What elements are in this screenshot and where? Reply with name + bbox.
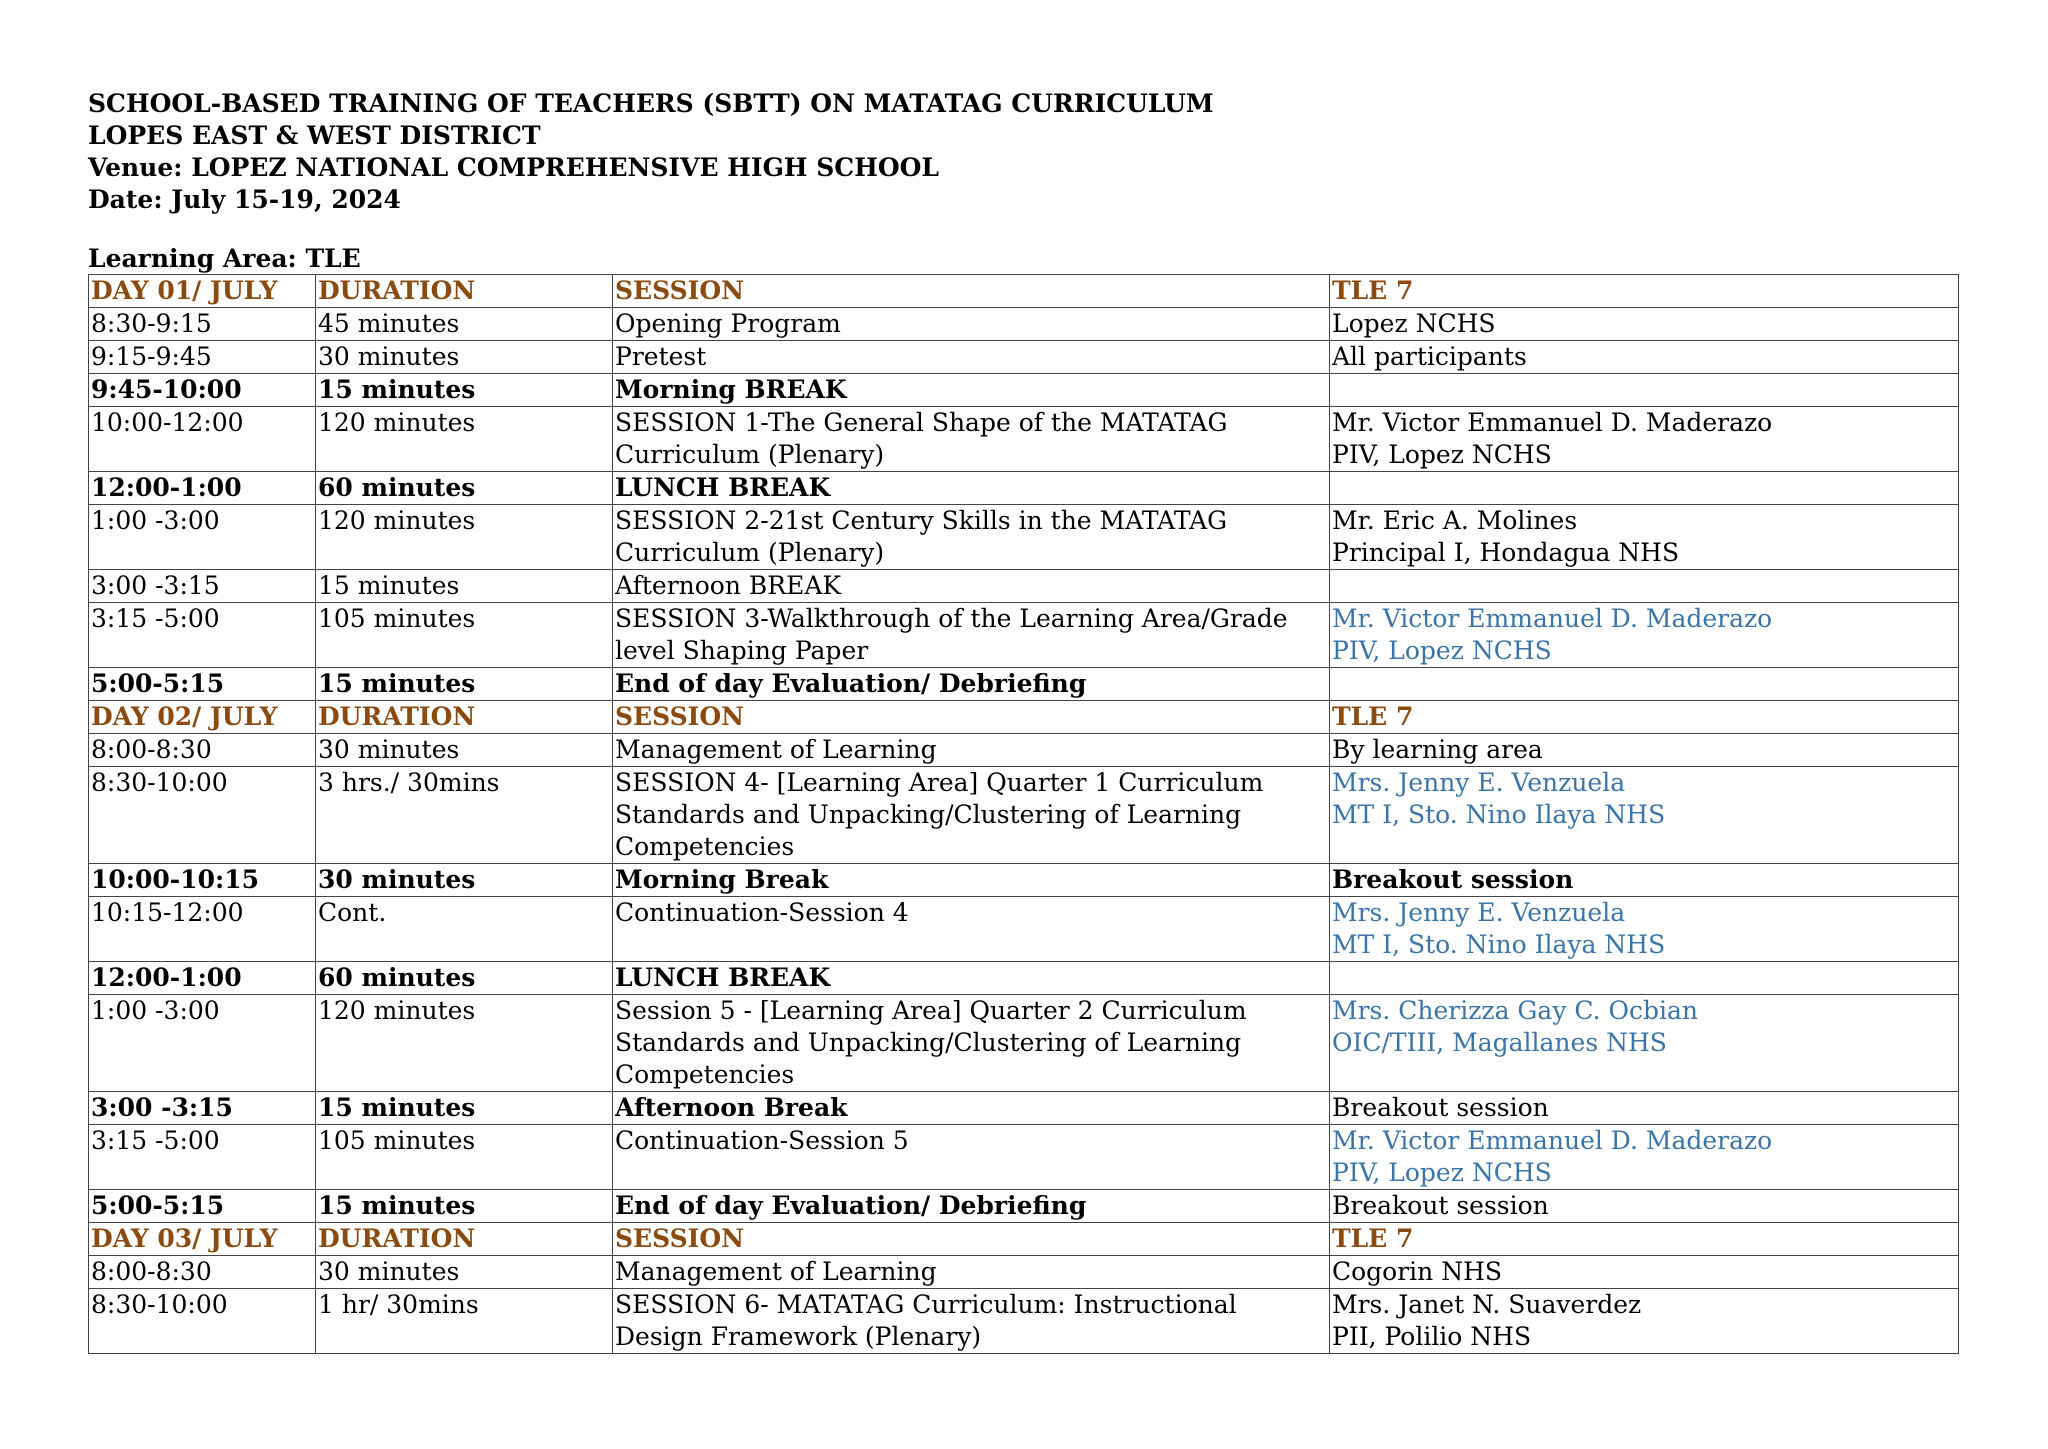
session-cell [613, 701, 1330, 734]
day-header-row [89, 701, 1959, 734]
facilitator-cell [1330, 1223, 1959, 1256]
table-row [89, 734, 1959, 767]
duration-cell [316, 407, 613, 472]
session-cell-text: SESSION 1-The General Shape of the MATATAG Curriculum (Plenary) [615, 408, 1228, 469]
time-cell [89, 995, 316, 1092]
duration-cell [316, 1223, 613, 1256]
time-cell [89, 275, 316, 308]
session-cell-text: Management of Learning [615, 1257, 937, 1286]
facilitator-cell [1330, 407, 1959, 472]
facilitator-cell [1330, 374, 1959, 407]
session-cell [613, 1223, 1330, 1256]
session-cell-text: Afternoon BREAK [615, 571, 842, 600]
time-cell [89, 1223, 316, 1256]
document-page [88, 88, 1958, 1354]
facilitator-cell-text: Mr. Victor Emmanuel D. Maderazo PIV, Lopez NCHS [1332, 408, 1773, 469]
time-cell-text: 5:00-5:15 [91, 1191, 225, 1220]
time-cell-text: 9:45-10:00 [91, 375, 242, 404]
facilitator-cell [1330, 275, 1959, 308]
session-cell-text: Session 5 - [Learning Area] Quarter 2 Curriculum Standards and Unpacking/Clustering of Learning Competencies [615, 996, 1247, 1089]
facilitator-cell-text: TLE 7 [1332, 1224, 1414, 1253]
session-cell-text: SESSION [615, 702, 744, 731]
venue-line: Venue: LOPEZ NATIONAL COMPREHENSIVE HIGH SCHOOL [88, 153, 939, 182]
duration-cell [316, 734, 613, 767]
time-cell [89, 1289, 316, 1354]
facilitator-cell [1330, 1092, 1959, 1125]
time-cell [89, 374, 316, 407]
time-cell-text: 10:00-12:00 [91, 408, 244, 437]
duration-cell [316, 767, 613, 864]
duration-cell-text: 15 minutes [318, 1093, 476, 1122]
time-cell-text: 1:00 -3:00 [91, 506, 220, 535]
table-row [89, 505, 1959, 570]
session-cell [613, 341, 1330, 374]
time-cell-text: DAY 01/ JULY [91, 276, 278, 305]
facilitator-cell [1330, 864, 1959, 897]
time-cell-text: 8:30-10:00 [91, 768, 228, 797]
session-cell [613, 1125, 1330, 1190]
time-cell [89, 767, 316, 864]
session-cell [613, 308, 1330, 341]
duration-cell [316, 341, 613, 374]
session-cell-text: SESSION 3-Walkthrough of the Learning Area/Grade level Shaping Paper [615, 604, 1288, 665]
session-cell-text: End of day Evaluation/ Debriefing [615, 669, 1087, 698]
duration-cell [316, 275, 613, 308]
table-row [89, 374, 1959, 407]
duration-cell [316, 1256, 613, 1289]
duration-cell-text: 30 minutes [318, 865, 476, 894]
session-cell-text: Management of Learning [615, 735, 937, 764]
day-header-row [89, 1223, 1959, 1256]
session-cell [613, 962, 1330, 995]
time-cell [89, 864, 316, 897]
duration-cell [316, 1289, 613, 1354]
facilitator-cell [1330, 472, 1959, 505]
time-cell [89, 1190, 316, 1223]
time-cell-text: 5:00-5:15 [91, 669, 225, 698]
time-cell [89, 603, 316, 668]
time-cell [89, 1092, 316, 1125]
session-cell [613, 995, 1330, 1092]
time-cell-text: 8:30-9:15 [91, 309, 212, 338]
session-cell [613, 734, 1330, 767]
time-cell-text: DAY 03/ JULY [91, 1224, 278, 1253]
duration-cell-text: 15 minutes [318, 375, 476, 404]
facilitator-cell-text: Mr. Eric A. Molines Principal I, Hondagua NHS [1332, 506, 1680, 567]
facilitator-cell [1330, 668, 1959, 701]
duration-cell [316, 995, 613, 1092]
session-cell [613, 570, 1330, 603]
session-cell [613, 407, 1330, 472]
schedule-table [88, 274, 1959, 1354]
session-cell-text: Pretest [615, 342, 707, 371]
duration-cell-text: 3 hrs./ 30mins [318, 768, 500, 797]
spacer [88, 216, 1958, 244]
time-cell [89, 407, 316, 472]
duration-cell-text: 120 minutes [318, 408, 476, 437]
session-cell-text: Morning BREAK [615, 375, 847, 404]
time-cell-text: DAY 02/ JULY [91, 702, 278, 731]
session-cell-text: SESSION 2-21st Century Skills in the MATATAG Curriculum (Plenary) [615, 506, 1228, 567]
session-cell [613, 1256, 1330, 1289]
session-cell [613, 897, 1330, 962]
facilitator-cell-text: All participants [1332, 342, 1527, 371]
table-row [89, 1125, 1959, 1190]
duration-cell [316, 962, 613, 995]
table-row [89, 341, 1959, 374]
session-cell [613, 1092, 1330, 1125]
table-row [89, 995, 1959, 1092]
day-header-row [89, 275, 1959, 308]
date-line: Date: July 15-19, 2024 [88, 185, 401, 214]
time-cell-text: 3:15 -5:00 [91, 604, 220, 633]
session-cell-text: Afternoon Break [615, 1093, 848, 1122]
table-row [89, 407, 1959, 472]
duration-cell-text: 105 minutes [318, 604, 476, 633]
time-cell [89, 701, 316, 734]
facilitator-cell-text: Breakout session [1332, 1191, 1549, 1220]
duration-cell-text: 30 minutes [318, 342, 460, 371]
learning-area-label: Learning Area: TLE [88, 244, 361, 273]
time-cell-text: 10:00-10:15 [91, 865, 259, 894]
duration-cell-text: DURATION [318, 1224, 476, 1253]
facilitator-cell [1330, 767, 1959, 864]
session-cell-text: SESSION 4- [Learning Area] Quarter 1 Curriculum Standards and Unpacking/Clustering of Learning Competencies [615, 768, 1264, 861]
table-row [89, 1190, 1959, 1223]
duration-cell-text: 60 minutes [318, 963, 476, 992]
time-cell [89, 505, 316, 570]
facilitator-cell [1330, 701, 1959, 734]
table-row [89, 962, 1959, 995]
session-cell-text: SESSION [615, 1224, 744, 1253]
session-cell [613, 472, 1330, 505]
duration-cell [316, 374, 613, 407]
table-row [89, 897, 1959, 962]
table-row [89, 1256, 1959, 1289]
time-cell-text: 12:00-1:00 [91, 963, 242, 992]
facilitator-cell-text: Mrs. Janet N. Suaverdez PII, Polilio NHS [1332, 1290, 1642, 1351]
duration-cell [316, 1190, 613, 1223]
time-cell [89, 308, 316, 341]
time-cell [89, 897, 316, 962]
facilitator-cell-text: Mrs. Cherizza Gay C. Ocbian OIC/TIII, Magallanes NHS [1332, 996, 1699, 1057]
facilitator-cell [1330, 1190, 1959, 1223]
facilitator-cell [1330, 308, 1959, 341]
facilitator-cell-text: Cogorin NHS [1332, 1257, 1503, 1286]
time-cell-text: 8:00-8:30 [91, 735, 212, 764]
facilitator-cell [1330, 603, 1959, 668]
duration-cell [316, 897, 613, 962]
facilitator-cell-text: TLE 7 [1332, 702, 1414, 731]
facilitator-cell-text: Mr. Victor Emmanuel D. Maderazo PIV, Lopez NCHS [1332, 604, 1773, 665]
duration-cell-text: 30 minutes [318, 735, 460, 764]
facilitator-cell [1330, 341, 1959, 374]
facilitator-cell [1330, 1256, 1959, 1289]
duration-cell [316, 668, 613, 701]
time-cell-text: 8:00-8:30 [91, 1257, 212, 1286]
duration-cell-text: 120 minutes [318, 996, 476, 1025]
session-cell [613, 668, 1330, 701]
session-cell-text: SESSION 6- MATATAG Curriculum: Instructional Design Framework (Plenary) [615, 1290, 1237, 1351]
duration-cell-text: 15 minutes [318, 571, 460, 600]
table-row [89, 767, 1959, 864]
table-row [89, 603, 1959, 668]
time-cell-text: 3:00 -3:15 [91, 1093, 233, 1122]
session-cell [613, 505, 1330, 570]
session-cell-text: Continuation-Session 5 [615, 1126, 909, 1155]
duration-cell-text: 45 minutes [318, 309, 460, 338]
facilitator-cell-text: Mr. Victor Emmanuel D. Maderazo PIV, Lopez NCHS [1332, 1126, 1773, 1187]
facilitator-cell-text: Breakout session [1332, 865, 1574, 894]
duration-cell [316, 864, 613, 897]
facilitator-cell-text: Lopez NCHS [1332, 309, 1496, 338]
doc-title: SCHOOL-BASED TRAINING OF TEACHERS (SBTT) ON MATATAG CURRICULUM [88, 89, 1214, 118]
session-cell [613, 1289, 1330, 1354]
duration-cell-text: 15 minutes [318, 1191, 476, 1220]
duration-cell [316, 701, 613, 734]
table-row [89, 570, 1959, 603]
facilitator-cell [1330, 570, 1959, 603]
session-cell-text: Morning Break [615, 865, 829, 894]
session-cell [613, 767, 1330, 864]
duration-cell-text: Cont. [318, 898, 387, 927]
table-row [89, 1289, 1959, 1354]
facilitator-cell [1330, 1289, 1959, 1354]
duration-cell [316, 505, 613, 570]
session-cell-text: Opening Program [615, 309, 841, 338]
duration-cell-text: 120 minutes [318, 506, 476, 535]
district-line: LOPES EAST & WEST DISTRICT [88, 121, 541, 150]
duration-cell-text: 1 hr/ 30mins [318, 1290, 479, 1319]
table-row [89, 308, 1959, 341]
time-cell-text: 1:00 -3:00 [91, 996, 220, 1025]
session-cell [613, 864, 1330, 897]
time-cell-text: 12:00-1:00 [91, 473, 242, 502]
facilitator-cell [1330, 734, 1959, 767]
table-row [89, 1092, 1959, 1125]
time-cell [89, 668, 316, 701]
facilitator-cell-text: Breakout session [1332, 1093, 1549, 1122]
time-cell [89, 1125, 316, 1190]
facilitator-cell-text: By learning area [1332, 735, 1543, 764]
session-cell [613, 603, 1330, 668]
duration-cell-text: 60 minutes [318, 473, 476, 502]
duration-cell-text: DURATION [318, 702, 476, 731]
session-cell [613, 275, 1330, 308]
time-cell-text: 3:15 -5:00 [91, 1126, 220, 1155]
facilitator-cell-text: Mrs. Jenny E. Venzuela MT I, Sto. Nino Ilaya NHS [1332, 898, 1666, 959]
time-cell-text: 8:30-10:00 [91, 1290, 228, 1319]
session-cell-text: End of day Evaluation/ Debriefing [615, 1191, 1087, 1220]
time-cell-text: 10:15-12:00 [91, 898, 244, 927]
facilitator-cell [1330, 962, 1959, 995]
session-cell [613, 374, 1330, 407]
duration-cell-text: 105 minutes [318, 1126, 476, 1155]
table-row [89, 472, 1959, 505]
facilitator-cell-text: Mrs. Jenny E. Venzuela MT I, Sto. Nino Ilaya NHS [1332, 768, 1666, 829]
facilitator-cell-text: TLE 7 [1332, 276, 1414, 305]
time-cell [89, 1256, 316, 1289]
session-cell-text: LUNCH BREAK [615, 473, 831, 502]
table-row [89, 864, 1959, 897]
duration-cell [316, 472, 613, 505]
session-cell-text: SESSION [615, 276, 744, 305]
time-cell [89, 962, 316, 995]
schedule-body [89, 275, 1959, 1354]
duration-cell-text: DURATION [318, 276, 476, 305]
facilitator-cell [1330, 505, 1959, 570]
session-cell-text: LUNCH BREAK [615, 963, 831, 992]
time-cell [89, 472, 316, 505]
duration-cell [316, 308, 613, 341]
duration-cell [316, 603, 613, 668]
duration-cell [316, 1092, 613, 1125]
time-cell [89, 341, 316, 374]
facilitator-cell [1330, 995, 1959, 1092]
duration-cell-text: 15 minutes [318, 669, 476, 698]
time-cell [89, 570, 316, 603]
facilitator-cell [1330, 897, 1959, 962]
session-cell [613, 1190, 1330, 1223]
session-cell-text: Continuation-Session 4 [615, 898, 909, 927]
time-cell-text: 9:15-9:45 [91, 342, 212, 371]
duration-cell-text: 30 minutes [318, 1257, 460, 1286]
duration-cell [316, 570, 613, 603]
table-row [89, 668, 1959, 701]
facilitator-cell [1330, 1125, 1959, 1190]
duration-cell [316, 1125, 613, 1190]
time-cell [89, 734, 316, 767]
time-cell-text: 3:00 -3:15 [91, 571, 220, 600]
